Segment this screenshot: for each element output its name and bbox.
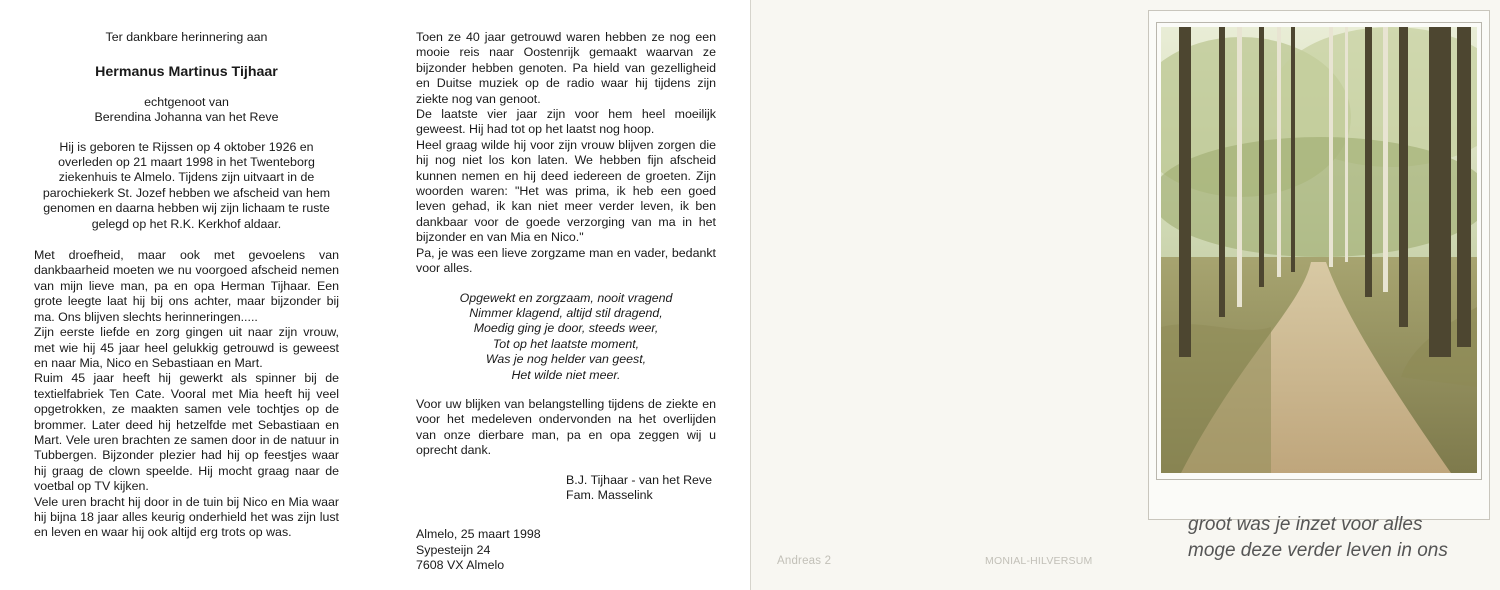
bio-line: genomen en daarna hebben wij zijn lichaam te ruste <box>43 201 330 216</box>
poem-line: Het wilde niet meer. <box>511 367 621 382</box>
signatories <box>566 473 716 504</box>
bio-line: Hij is geboren te Rijssen op 4 oktober 1926 en <box>59 139 314 154</box>
spouse-name: Berendina Johanna van het Reve <box>94 110 279 125</box>
paragraph: Met droefheid, maar ook met gevoelens van dankbaarheid moeten we nu voorgoed afscheid nemen van mijn lieve man, pa en opa Herman Tijhaar. Een grote leegte laat hij bij ons achter, maar bijzonder bij ma. Ons blijven slechts herinneringen..... <box>34 248 339 324</box>
deceased-name: Hermanus Martinus Tijhaar <box>95 64 278 81</box>
address-block <box>416 527 716 573</box>
paragraph: Zijn eerste liefde en zorg gingen uit naar zijn vrouw, met wie hij 45 jaar heel gelukkig getrouwd is geweest en naar Mia, Nico en Sebastiaan en Mart. <box>34 325 339 370</box>
signatory: Fam. Masselink <box>566 487 653 502</box>
bio-line: overleden op 21 maart 1998 in het Twenteborg <box>58 155 315 170</box>
address-line: Sypesteijn 24 <box>416 542 491 557</box>
print-code: Andreas 2 <box>777 555 832 567</box>
forest-path-photo-art <box>1161 27 1477 473</box>
bio-line: ziekenhuis te Almelo. Tijdens zijn uitvaart in de <box>58 170 315 185</box>
poem-line: Tot op het laatste moment, <box>492 336 640 351</box>
poem-line: Moedig ging je door, steeds weer, <box>473 321 659 336</box>
text-column-right <box>416 30 716 574</box>
address-line: 7608 VX Almelo <box>416 558 505 573</box>
printer-name: MONIAL-HILVERSUM <box>985 555 1093 567</box>
paragraph: Vele uren bracht hij door in de tuin bij Nico en Mia waar hij bijna 18 jaar alles keurig onderhield het was zijn lust en leven en waar hij ook altijd erg trots op was. <box>34 494 339 540</box>
poem-line: Nimmer klagend, altijd stil dragend, <box>469 305 663 320</box>
paragraph: Toen ze 40 jaar getrouwd waren hebben ze nog een mooie reis naar Oostenrijk gemaakt waarvan ze bijzonder hebben genoten. Pa hield van gezelligheid en Duitse muziek op de radio waar hij tijdens zijn ziekte nog van genoot. <box>416 30 716 106</box>
poem-line: Was je nog helder van geest, <box>485 352 647 367</box>
bio-line: gelegd op het R.K. Kerkhof aldaar. <box>91 216 282 231</box>
bio-line: parochiekerk St. Jozef hebben we afscheid van hem <box>42 185 331 200</box>
paragraph: Heel graag wilde hij voor zijn vrouw blijven zorgen die hij nog niet los kon laten. We hebben fijn afscheid kunnen nemen en hij deed iedereen de groeten. Zijn woorden waren: "Het was prima, ik heb een goed leven gehad, ik kan niet meer verder leven, ik ben dankbaar voor de goede verzorging van ma in het bijzonder en van Mia en Nico." <box>416 137 716 245</box>
signatory: B.J. Tijhaar - van het Reve <box>566 472 713 487</box>
poem-line: Opgewekt en zorgzaam, nooit vragend <box>459 290 673 305</box>
paragraph: De laatste vier jaar zijn voor hem heel moeilijk geweest. Hij had tot op het laatst nog hoop. <box>416 107 716 137</box>
card-verse-line: moge deze verder leven in ons <box>1188 540 1448 561</box>
thanks-paragraph: Voor uw blijken van belangstelling tijdens de ziekte en voor het medeleven ondervonden na het overlijden van onze dierbare man, pa en opa zeggen wij u oprecht dank. <box>416 396 716 458</box>
paragraph: Ruim 45 jaar heeft hij gewerkt als spinner bij de textielfabriek Ten Cate. Vooral met Mia heeft hij veel opgetrokken, ze maakten samen vele tochtjes op de brommer. Later deed hij hetzelfde met Sebastiaan en Mart. Vele uren brachten ze samen door in de natuur in Tubbergen. Bijzonder plezier had hij op feestjes waar hij graag de clown speelde. Hij mocht graag naar de voetbal op TV kijken. <box>34 371 339 494</box>
spouse-label: echtgenoot van <box>144 94 229 109</box>
forest-path-photo <box>1161 27 1477 473</box>
poem <box>416 291 716 383</box>
card-verse-line: groot was je inzet voor alles <box>1188 514 1423 535</box>
address-line: Almelo, 25 maart 1998 <box>416 527 541 542</box>
text-column-left <box>34 30 339 541</box>
intro-line: Ter dankbare herinnering aan <box>105 30 268 44</box>
paragraph: Pa, je was een lieve zorgzame man en vader, bedankt voor alles. <box>416 245 716 276</box>
bio-block <box>34 140 339 232</box>
